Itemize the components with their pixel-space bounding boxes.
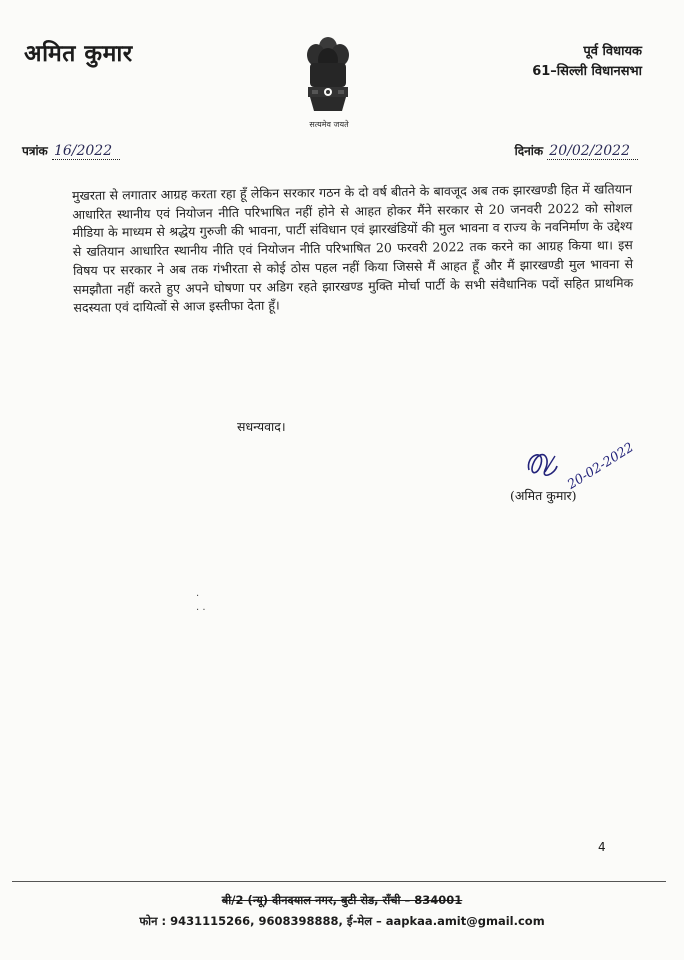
footer-contact: फोन : 9431115266, 9608398888, ई-मेल – aapkaa.amit@gmail.com: [139, 914, 545, 928]
stray-marks: · · ·: [196, 591, 206, 616]
state-emblem-icon: [300, 33, 356, 133]
letter-body: [72, 180, 634, 318]
page-number: 4: [598, 840, 606, 854]
reference-label: पत्रांक: [22, 144, 48, 158]
emblem-motto: सत्यमेव जयते: [309, 120, 349, 129]
sender-post: [532, 42, 642, 82]
sender-name: अमित कुमार: [24, 41, 133, 67]
reference-number: 16/2022: [52, 143, 120, 160]
footer-address: [0, 893, 684, 908]
post-title: पूर्व विधायक: [583, 44, 642, 59]
closing-text: सधन्यवाद।: [237, 419, 286, 434]
constituency: 61–सिल्ली विधानसभा: [532, 64, 642, 79]
footer-divider: [12, 881, 666, 882]
signatory-name: (अमित कुमार): [510, 488, 577, 503]
letter-paragraph: मुखरता से लगातार आग्रह करता रहा हूँ लेकिन सरकार गठन के दो वर्ष बीतने के बावजूद अब तक झारखण्डी हित में खतियान आधारित स्थानीय एवं नियोजन नीति परिभाषित नहीं होने से आहत होकर मैंने सरकार से 20 जनवरी 2022 को सोशल मीडिया के माध्यम से श्रद्धेय गुरुजी की भावना, पार्टी संविधान एवं झारखंडियों की मुल भावना व राज्य के नवनिर्माण के उद्देश्य से खतियान आधारित स्थानीय नीति एवं नियोजन नीति परिभाषित 20 फरवरी 2022 तक करने का आग्रह किया था। इस विषय पर सरकार ने अब तक गंभीरता से कोई ठोस पहल नहीं किया जिससे मैं आहत हूँ और मैं झारखण्डी मुल भावना से समझौता नहीं करते हुए अपने घोषणा पर अडिग रहते झारखण्ड मुक्ति मोर्चा पार्टी के सभी संवैधानिक पदों सहित प्राथमिक सदस्यता एवं दायित्वों से आज इस्तीफा देता हूँ।: [72, 181, 634, 316]
address-text: बी/2 (न्यू) दीनदयाल नगर, बुटी रोड, राँची – 834001: [221, 893, 463, 907]
date-label: दिनांक: [514, 144, 544, 158]
reference-line: [22, 142, 120, 159]
date-value: 20/02/2022: [547, 143, 638, 160]
svg-text:20-02-2022: 20-02-2022: [565, 440, 635, 493]
date-line: [515, 142, 638, 159]
